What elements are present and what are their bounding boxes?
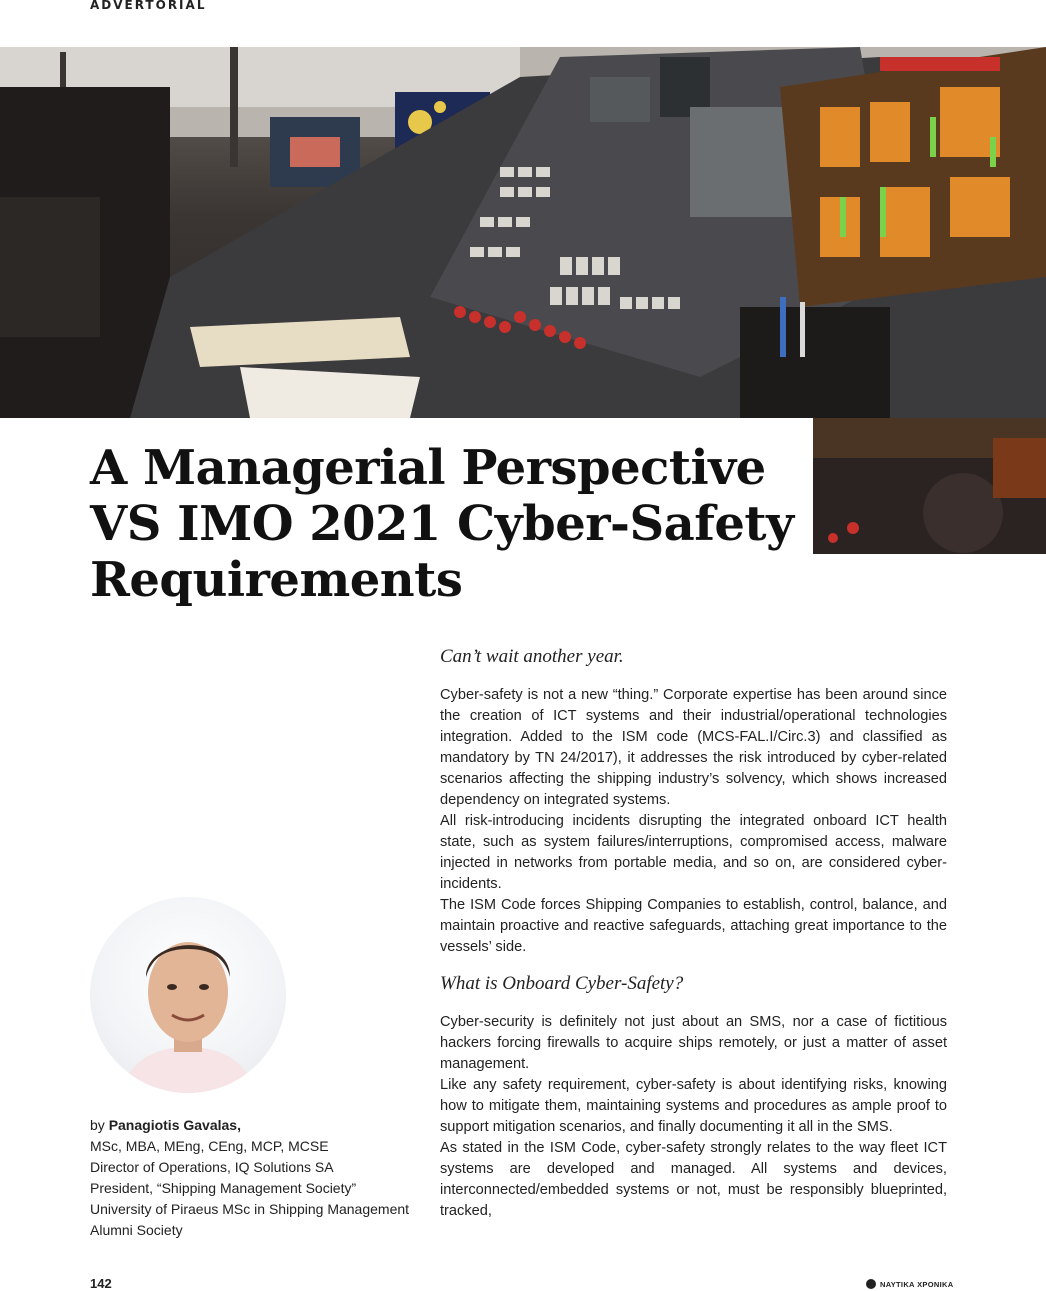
publication-name: ΝΑΥΤΙΚΑ ΧΡΟΝΙΚΑ: [880, 1279, 954, 1289]
article-body: [440, 645, 947, 1222]
page-number: 142: [90, 1276, 112, 1291]
paragraph: Like any safety requirement, cyber-safety is about identifying risks, knowing how to mitigate them, maintaining systems and procedures as ample proof to support mitigation scenarios, and finally documenting it all in the SMS.: [440, 1077, 947, 1135]
paragraph: Cyber-safety is not a new “thing.” Corporate expertise has been around since the creation of ICT systems and their industrial/operational technologies integration. Added to the ISM code (MCS-FAL.I/Circ.3) and classified as mandatory by TN 24/2017), it addresses the risk introduced by cyber-related scenarios affecting the shipping industry’s solvency, which shows increased dependency on integrated systems.: [440, 687, 947, 808]
author-credential: President, “Shipping Management Society”: [90, 1180, 357, 1196]
author-byline: [90, 1115, 430, 1241]
paragraph: The ISM Code forces Shipping Companies to establish, control, balance, and maintain proactive and reactive safeguards, attaching great importance to the vessels’ side.: [440, 897, 947, 955]
publication-brand: [866, 1279, 953, 1289]
paragraph: All risk-introducing incidents disrupting the integrated onboard ICT health state, such as system failures/interruptions, compromised access, malware injected in networks from portable media, and so on, are considered cyber-incidents.: [440, 813, 947, 892]
author-credential: MSc, MBA, MEng, CEng, MCP, MCSE: [90, 1138, 329, 1154]
title-line: A Managerial Perspective: [90, 440, 766, 496]
author-photo: [90, 897, 286, 1093]
brand-logo-icon: [866, 1279, 876, 1289]
title-line: VS IMO 2021 Cyber-Safety: [90, 496, 794, 552]
hero-image-extension: [813, 418, 1046, 554]
section-tag: ADVERTORIAL: [90, 0, 207, 12]
paragraph: Cyber-security is definitely not just about an SMS, nor a case of fictitious hackers forcing firewalls to acquire ships remotely, or just a matter of asset management.: [440, 1014, 947, 1072]
title-line: Requirements: [90, 552, 463, 608]
paragraph: As stated in the ISM Code, cyber-safety strongly relates to the way fleet ICT systems are developed and managed. All systems and devices, interconnected/embedded systems or not, must be responsibly blueprinted, tracked,: [440, 1140, 947, 1219]
hero-image: [0, 47, 1046, 418]
section-heading: Can’t wait another year.: [440, 646, 624, 667]
by-label: by: [90, 1117, 105, 1133]
author-name: Panagiotis Gavalas,: [108, 1117, 241, 1133]
author-name-line: [90, 1115, 430, 1136]
section-heading: What is Onboard Cyber-Safety?: [440, 973, 684, 994]
author-credential: Alumni Society: [90, 1222, 183, 1238]
author-credential: Director of Operations, IQ Solutions SA: [90, 1159, 334, 1175]
article-title: [90, 440, 810, 608]
author-credential: University of Piraeus MSc in Shipping Management: [90, 1201, 410, 1217]
